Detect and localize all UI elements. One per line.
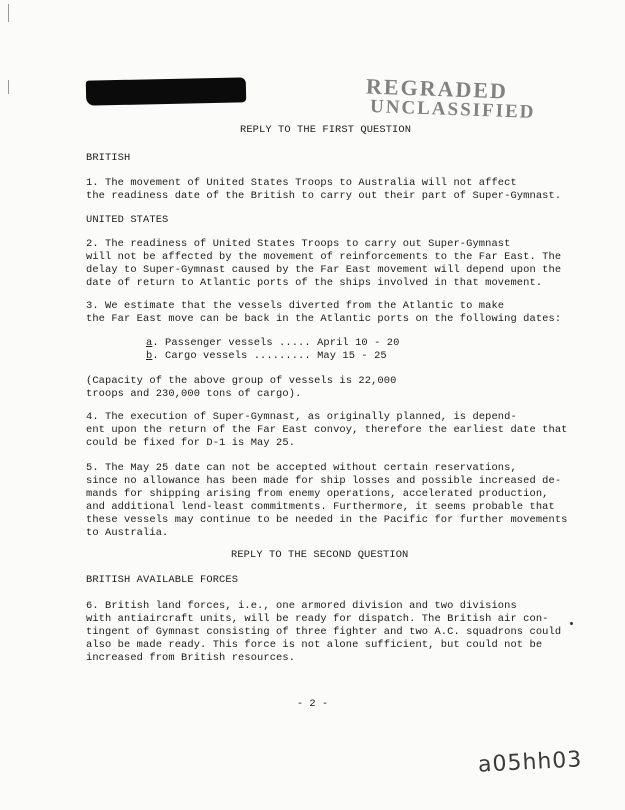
vessel-item-cargo bbox=[146, 350, 387, 363]
vessel-letter: b bbox=[146, 350, 153, 362]
para-1-line: the readiness date of the British to carry out their part of Super-Gymnast. bbox=[86, 190, 562, 202]
para-5-line: since no allowance has been made for ship losses and possible increased de- bbox=[86, 475, 562, 487]
para-6-line: 6. British land forces, i.e., one armored division and two divisions bbox=[86, 600, 517, 612]
para-2-line: 2. The readiness of United States Troops to carry out Super-Gymnast bbox=[86, 238, 511, 250]
capacity-line: troops and 230,000 tons of cargo). bbox=[86, 388, 302, 400]
para-2-line: delay to Super-Gymnast caused by the Far East movement will depend upon the bbox=[86, 264, 562, 276]
section-united-states: UNITED STATES bbox=[86, 214, 169, 226]
para-5-line: these vessels may continue to be needed in the Pacific for further movements bbox=[86, 514, 568, 526]
para-5-line: 5. The May 25 date can not be accepted without certain reservations, bbox=[86, 462, 517, 474]
para-2-line: date of return to Atlantic ports of the ships involved in that movement. bbox=[86, 277, 543, 289]
para-3-line: 3. We estimate that the vessels diverted from the Atlantic to make bbox=[86, 300, 505, 312]
unclassified-stamp: UNCLASSIFIED bbox=[369, 96, 536, 123]
para-5-line: mands for shipping arising from enemy operations, accelerated production, bbox=[86, 488, 549, 500]
para-1-line: 1. The movement of United States Troops to Australia will not affect bbox=[86, 177, 517, 189]
heading-first-question: REPLY TO THE FIRST QUESTION bbox=[240, 124, 412, 136]
redaction-block bbox=[86, 77, 246, 105]
handwritten-reference: a05hh03 bbox=[477, 747, 583, 778]
margin-mark bbox=[8, 4, 9, 22]
capacity-line: (Capacity of the above group of vessels is 22,000 bbox=[86, 375, 397, 387]
para-5-line: to Australia. bbox=[86, 527, 169, 539]
regraded-stamp: REGRADED bbox=[365, 73, 509, 104]
para-6-line: tingent of Gymnast consisting of three fighter and two A.C. squadrons could bbox=[86, 626, 562, 638]
para-2-line: will not be affected by the movement of reinforcements to the Far East. The bbox=[86, 251, 562, 263]
para-6-line: with antiaircraft units, will be ready for dispatch. The British air con- bbox=[86, 613, 549, 625]
para-3-line: the Far East move can be back in the Atlantic ports on the following dates: bbox=[86, 313, 562, 325]
para-6-line: increased from British resources. bbox=[86, 652, 296, 664]
vessel-letter: a bbox=[146, 337, 153, 349]
vessel-text: . Passenger vessels ..... April 10 - 20 bbox=[152, 337, 400, 349]
heading-second-question: REPLY TO THE SECOND QUESTION bbox=[231, 549, 409, 561]
vessel-text: . Cargo vessels ......... May 15 - 25 bbox=[152, 350, 387, 362]
para-6-line: also be made ready. This force is not alone sufficient, but could not be bbox=[86, 639, 543, 651]
para-4-line: could be fixed for D-1 is May 25. bbox=[86, 437, 296, 449]
margin-dot bbox=[570, 622, 573, 625]
margin-mark bbox=[8, 80, 9, 94]
para-4-line: 4. The execution of Super-Gymnast, as originally planned, is depend- bbox=[86, 411, 517, 423]
para-4-line: ent upon the return of the Far East convoy, therefore the earliest date that bbox=[86, 424, 568, 436]
para-5-line: and additional lend-least commitments. Furthermore, it seems probable that bbox=[86, 501, 555, 513]
vessel-item-passenger bbox=[146, 337, 399, 350]
section-british: BRITISH bbox=[86, 152, 131, 164]
section-british-available-forces: BRITISH AVAILABLE FORCES bbox=[86, 574, 239, 586]
page-number: - 2 - bbox=[296, 698, 329, 710]
